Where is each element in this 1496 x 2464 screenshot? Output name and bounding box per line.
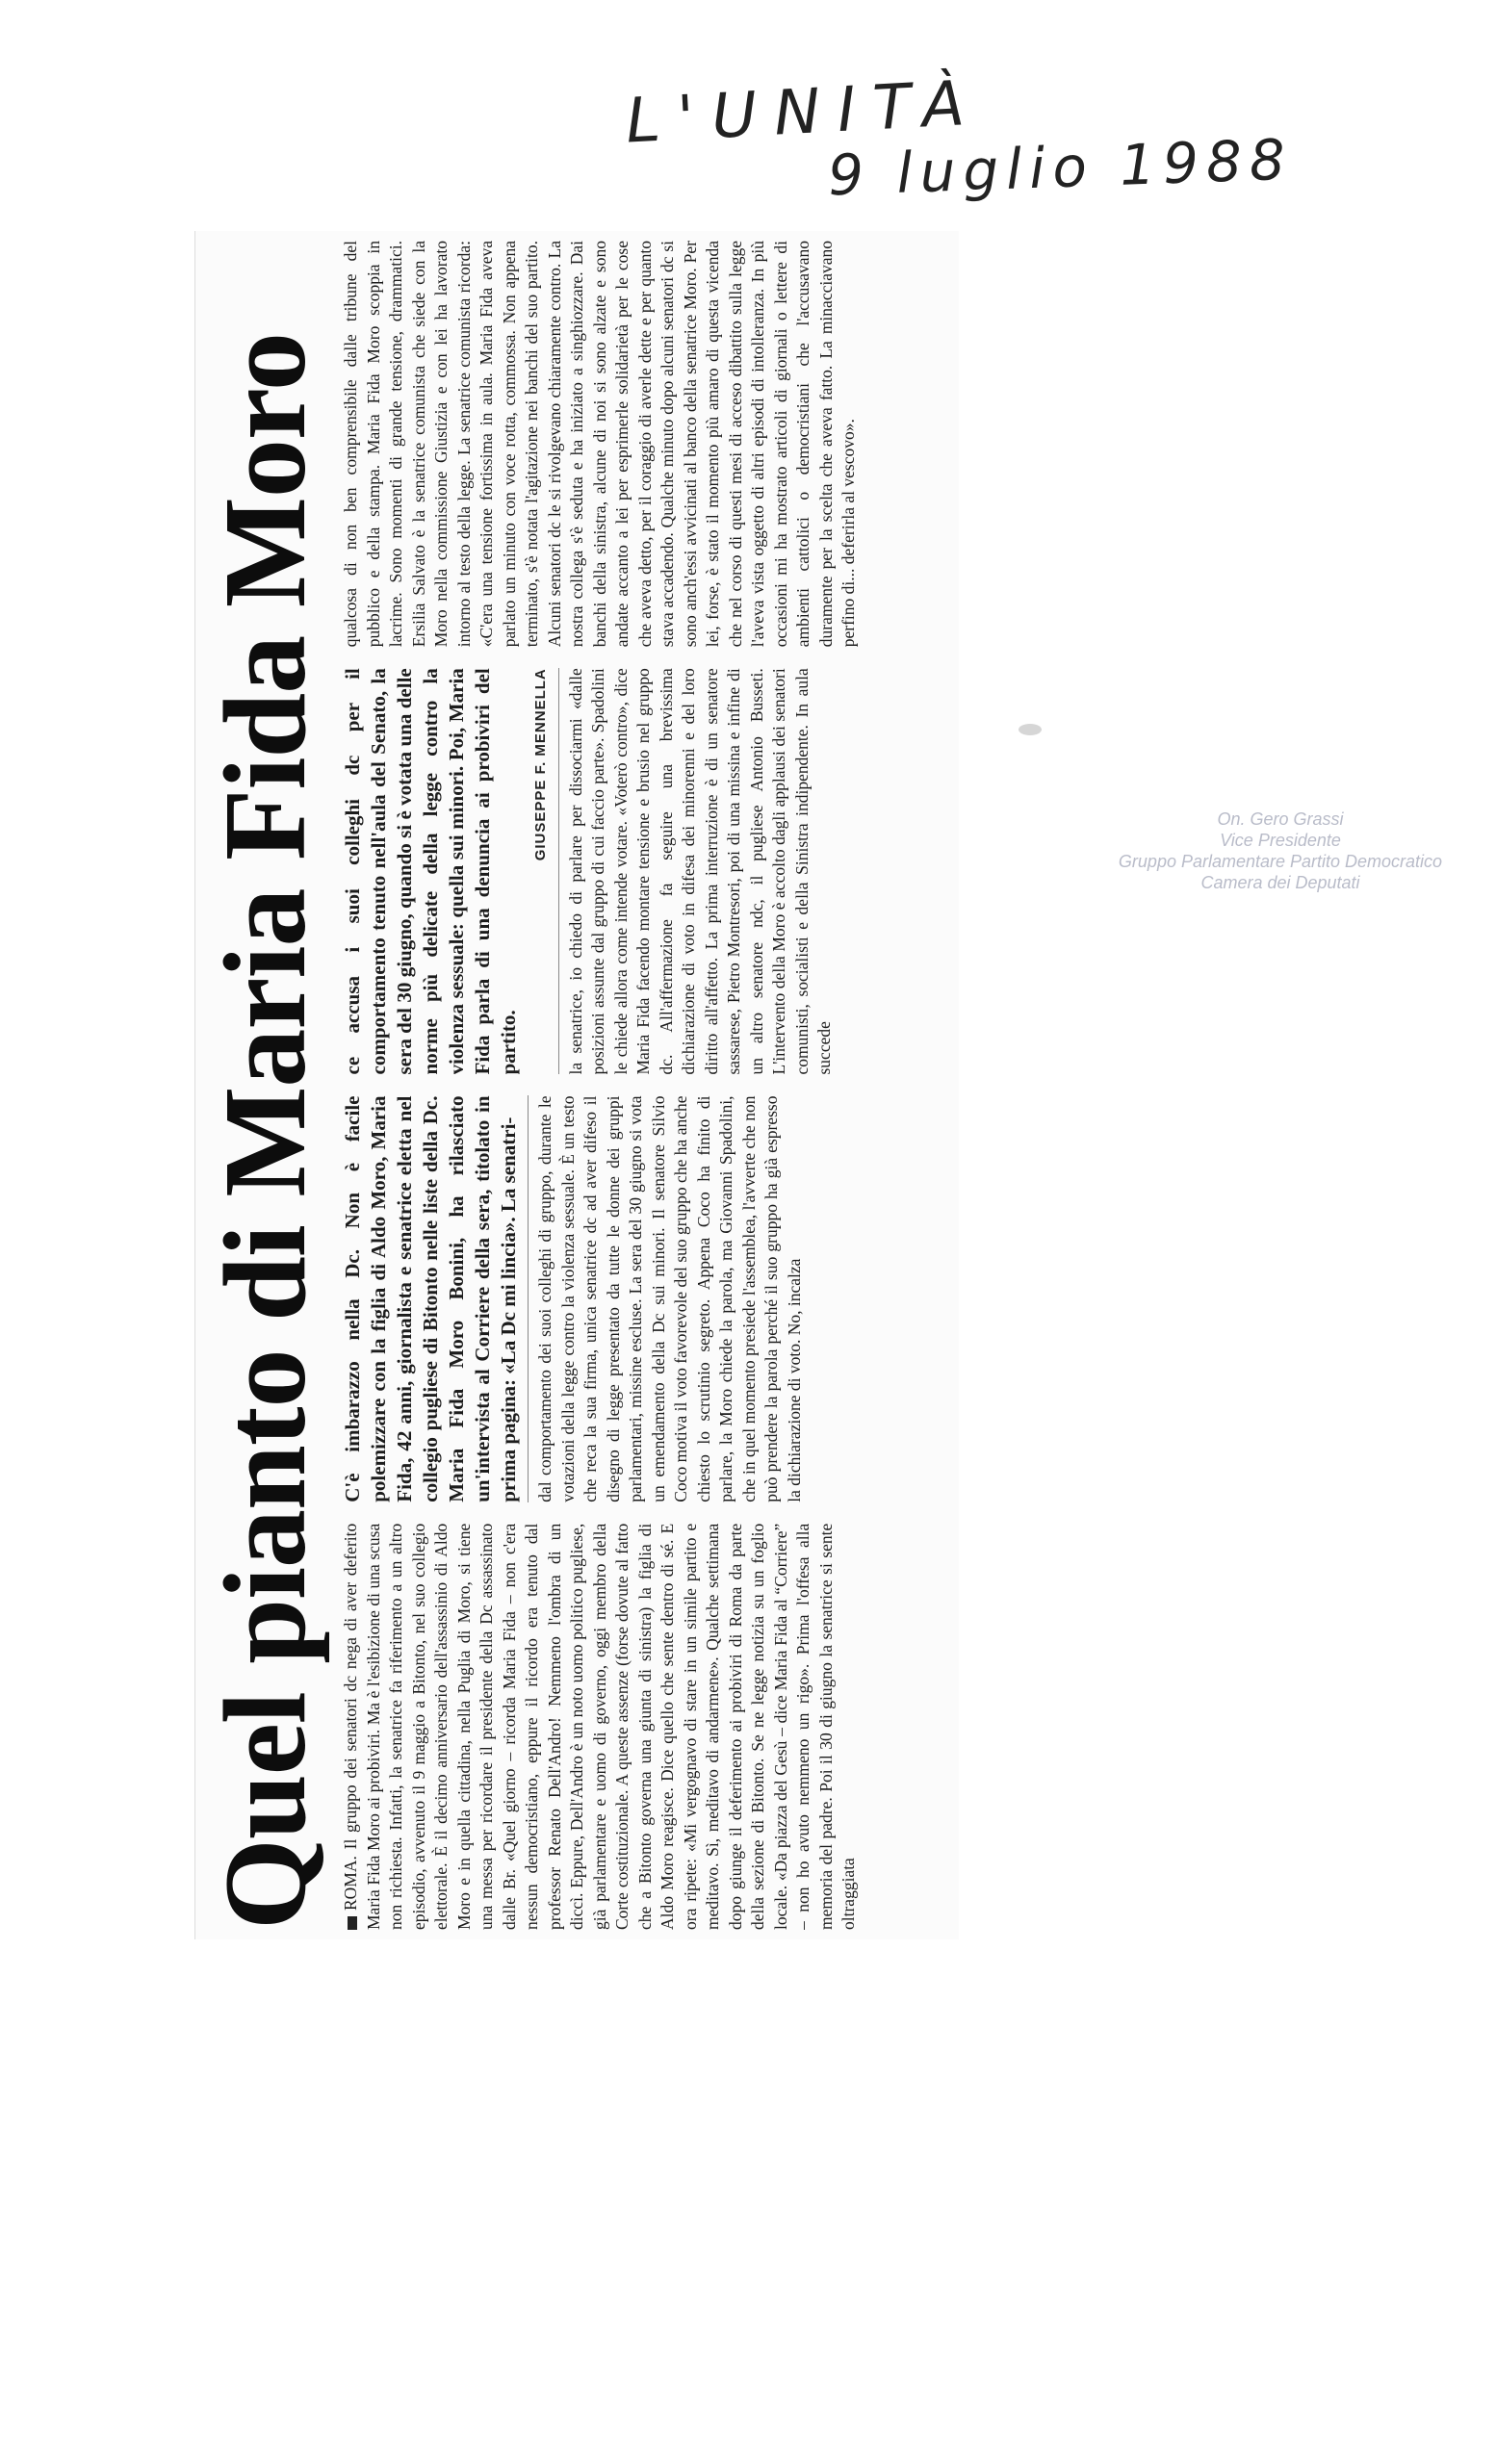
column-2-rule — [528, 1096, 529, 1502]
column-4-text: qualcosa di non ben comprensibile dalle tribune del pubblico e della stampa. Maria Fida Moro scoppia in lacrime. Sono momenti di grande tensione, drammatici. Ersilia Salvato è la senatrice comunista che siede con la Moro nella commissione Giustizia e con lei ha lavorato intorno al testo della legge. La senatrice comunista ricorda: «C'era una tensione fortissima in aula. Maria Fida aveva parlato un minuto con voce rotta, commossa. Non appena terminato, s'è notata l'agitazione nei banchi del suo partito. Alcuni senatori dc le si rivolgevano chiaramente contro. La nostra collega s'è seduta e ha iniziato a singhiozzare. Dai banchi della sinistra, alcune di noi si sono alzate e sono andate accanto a lei per esprimerle solidarietà per le cose che aveva detto, per il coraggio di averle dette e per quanto stava accadendo. Qualche minuto dopo alcuni senatori dc si sono anch'essi avvicinati al banco della senatrice Moro. Per lei, forse, è stato il momento più amaro di questa vicenda che nel corso di questi mesi di acceso dibattito sulla legge l'aveva vista oggetto di altri episodi di intolleranza. In più occasioni mi ha mostrato articoli di giornali o lettere di ambienti cattolici o democristiani che l'accusavano duramente per la scelta che aveva fatto. La minacciavano perfino di... deferirla al vescovo». — [341, 241, 858, 648]
article-byline: GIUSEPPE F. MENNELLA — [532, 668, 549, 861]
section-bullet-icon — [348, 1916, 357, 1930]
column-1-text: ROMA. Il gruppo dei senatori dc nega di aver deferito Maria Fida Moro ai probiviri. Ma è l'esibizione di una scusa non richiesta. Infatti, la senatrice fa riferimento a un altro episodio, avvenuto il 9 maggio a Bitonto, nel suo collegio elettorale. È il decimo anniversario dell'assassinio di Aldo Moro e in quella cittadina, nella Puglia di Moro, si tiene una messa per ricordare il presidente della Dc assassinato dalle Br. «Quel giorno – ricorda Maria Fida – non c'era nessun democristiano, eppure il ricordo era tenuto dal professor Renato Dell'Andro! Nemmeno l'ombra di un diccì. Eppure, Dell'Andro è un noto uomo politico pugliese, già parlamentare e uomo di governo, oggi membro della Corte costituzionale. A queste assenze (forse dovute al fatto che a Bitonto governa una giunta di sinistra) la figlia di Aldo Moro reagisce. Dice quello che sente dentro di sé. E ora ripete: «Mi vergognavo di stare in un simile partito e meditavo. Sì, meditavo di andarmene». Qualche settimana dopo giunge il deferimento ai probiviri di Roma da parte della sezione di Bitonto. Se ne legge notizia su un foglio locale. «Da piazza del Gesù – dice Maria Fida al “Corriere” – non ho avuto nemmeno un rigo». Prima l'offesa alla memoria del padre. Poi il 30 di giugno la senatrice si sente oltraggiata — [341, 1523, 858, 1930]
stamp-line-1: On. Gero Grassi — [1217, 809, 1344, 829]
article-headline: Quel pianto di Maria Fida Moro — [200, 333, 330, 1930]
stamp-line-4: Camera dei Deputati — [1200, 873, 1360, 892]
article-column-3 — [340, 668, 946, 1074]
column-3-text: la senatrice, io chiedo di parlare per dissociarmi «dalle posizioni assunte dal gruppo di cui faccio parte». Spadolini le chiede allora come intende votare. «Voterò contro», dice Maria Fida facendo montare tensione e brusio nel gruppo dc. All'affermazione fa seguire una brevissima dichiarazione di voto in difesa dei minorenni e del loro diritto all'affetto. La prima interruzione è di un senatore sassarese, Pietro Montresori, poi di una missina e infine di un altro senatore ndc, il pugliese Antonio Busseti. L'intervento della Moro è accolto dagli applausi dei senatori comunisti, socialisti e della Sinistra indipendente. In aula succede — [565, 668, 834, 1075]
article-column-4 — [340, 241, 946, 647]
article-columns — [340, 241, 946, 1930]
column-3-rule — [558, 668, 559, 1074]
column-2-text: dal comportamento dei suoi colleghi di gruppo, durante le votazioni della legge contro la violenza sessuale. È un testo che reca la sua firma, unica senatrice dc ad aver difeso il disegno di legge presentato da tutte le donne dei gruppi parlamentari, missine escluse. La sera del 30 giugno si vota un emendamento della Dc sui minori. Il senatore Silvio Coco motiva il voto favorevole del suo gruppo che ha anche chiesto lo scrutinio segreto. Appena Coco ha finito di parlare, la Moro chiede la parola, ma Giovanni Spadolini, che in quel momento presiede l'assemblea, l'avverte che non può prendere la parola perché il suo gruppo ha già espresso la dichiarazione di voto. No, incalza — [535, 1095, 804, 1502]
handwritten-paper-name: L'UNITÀ — [624, 67, 984, 158]
clipping-rotated-content — [195, 231, 959, 1939]
article-column-2 — [340, 1096, 946, 1502]
stamp-line-3: Gruppo Parlamentare Partito Democratico — [1118, 852, 1443, 871]
column-2-lead: C'è imbarazzo nella Dc. Non è facile polemizzare con la figlia di Aldo Moro, Maria Fida, 42 anni, giornalista e senatrice eletta nel collegio pugliese di Bitonto nelle liste della Dc. Maria Fida Moro Bonini, ha rilasciato un'intervista al Corriere della sera, titolato in prima pagina: «La Dc mi lincia». La senatri- — [341, 1095, 520, 1502]
stamp-line-2: Vice Presidente — [1220, 831, 1341, 850]
column-3-lead: ce accusa i suoi colleghi dc per il comportamento tenuto nell'aula del Senato, la sera del 30 giugno, quando si è votata una delle norme più delicate della legge contro la violenza sessuale: quella sui minori. Poi, Maria Fida parla di una denuncia ai probiviri del partito. — [341, 668, 520, 1075]
handwritten-date: 9 luglio 1988 — [826, 126, 1294, 209]
article-column-1 — [340, 1524, 946, 1930]
scan-smudge — [1019, 724, 1042, 735]
deputy-stamp — [1078, 808, 1483, 893]
newspaper-clipping — [194, 231, 959, 1939]
